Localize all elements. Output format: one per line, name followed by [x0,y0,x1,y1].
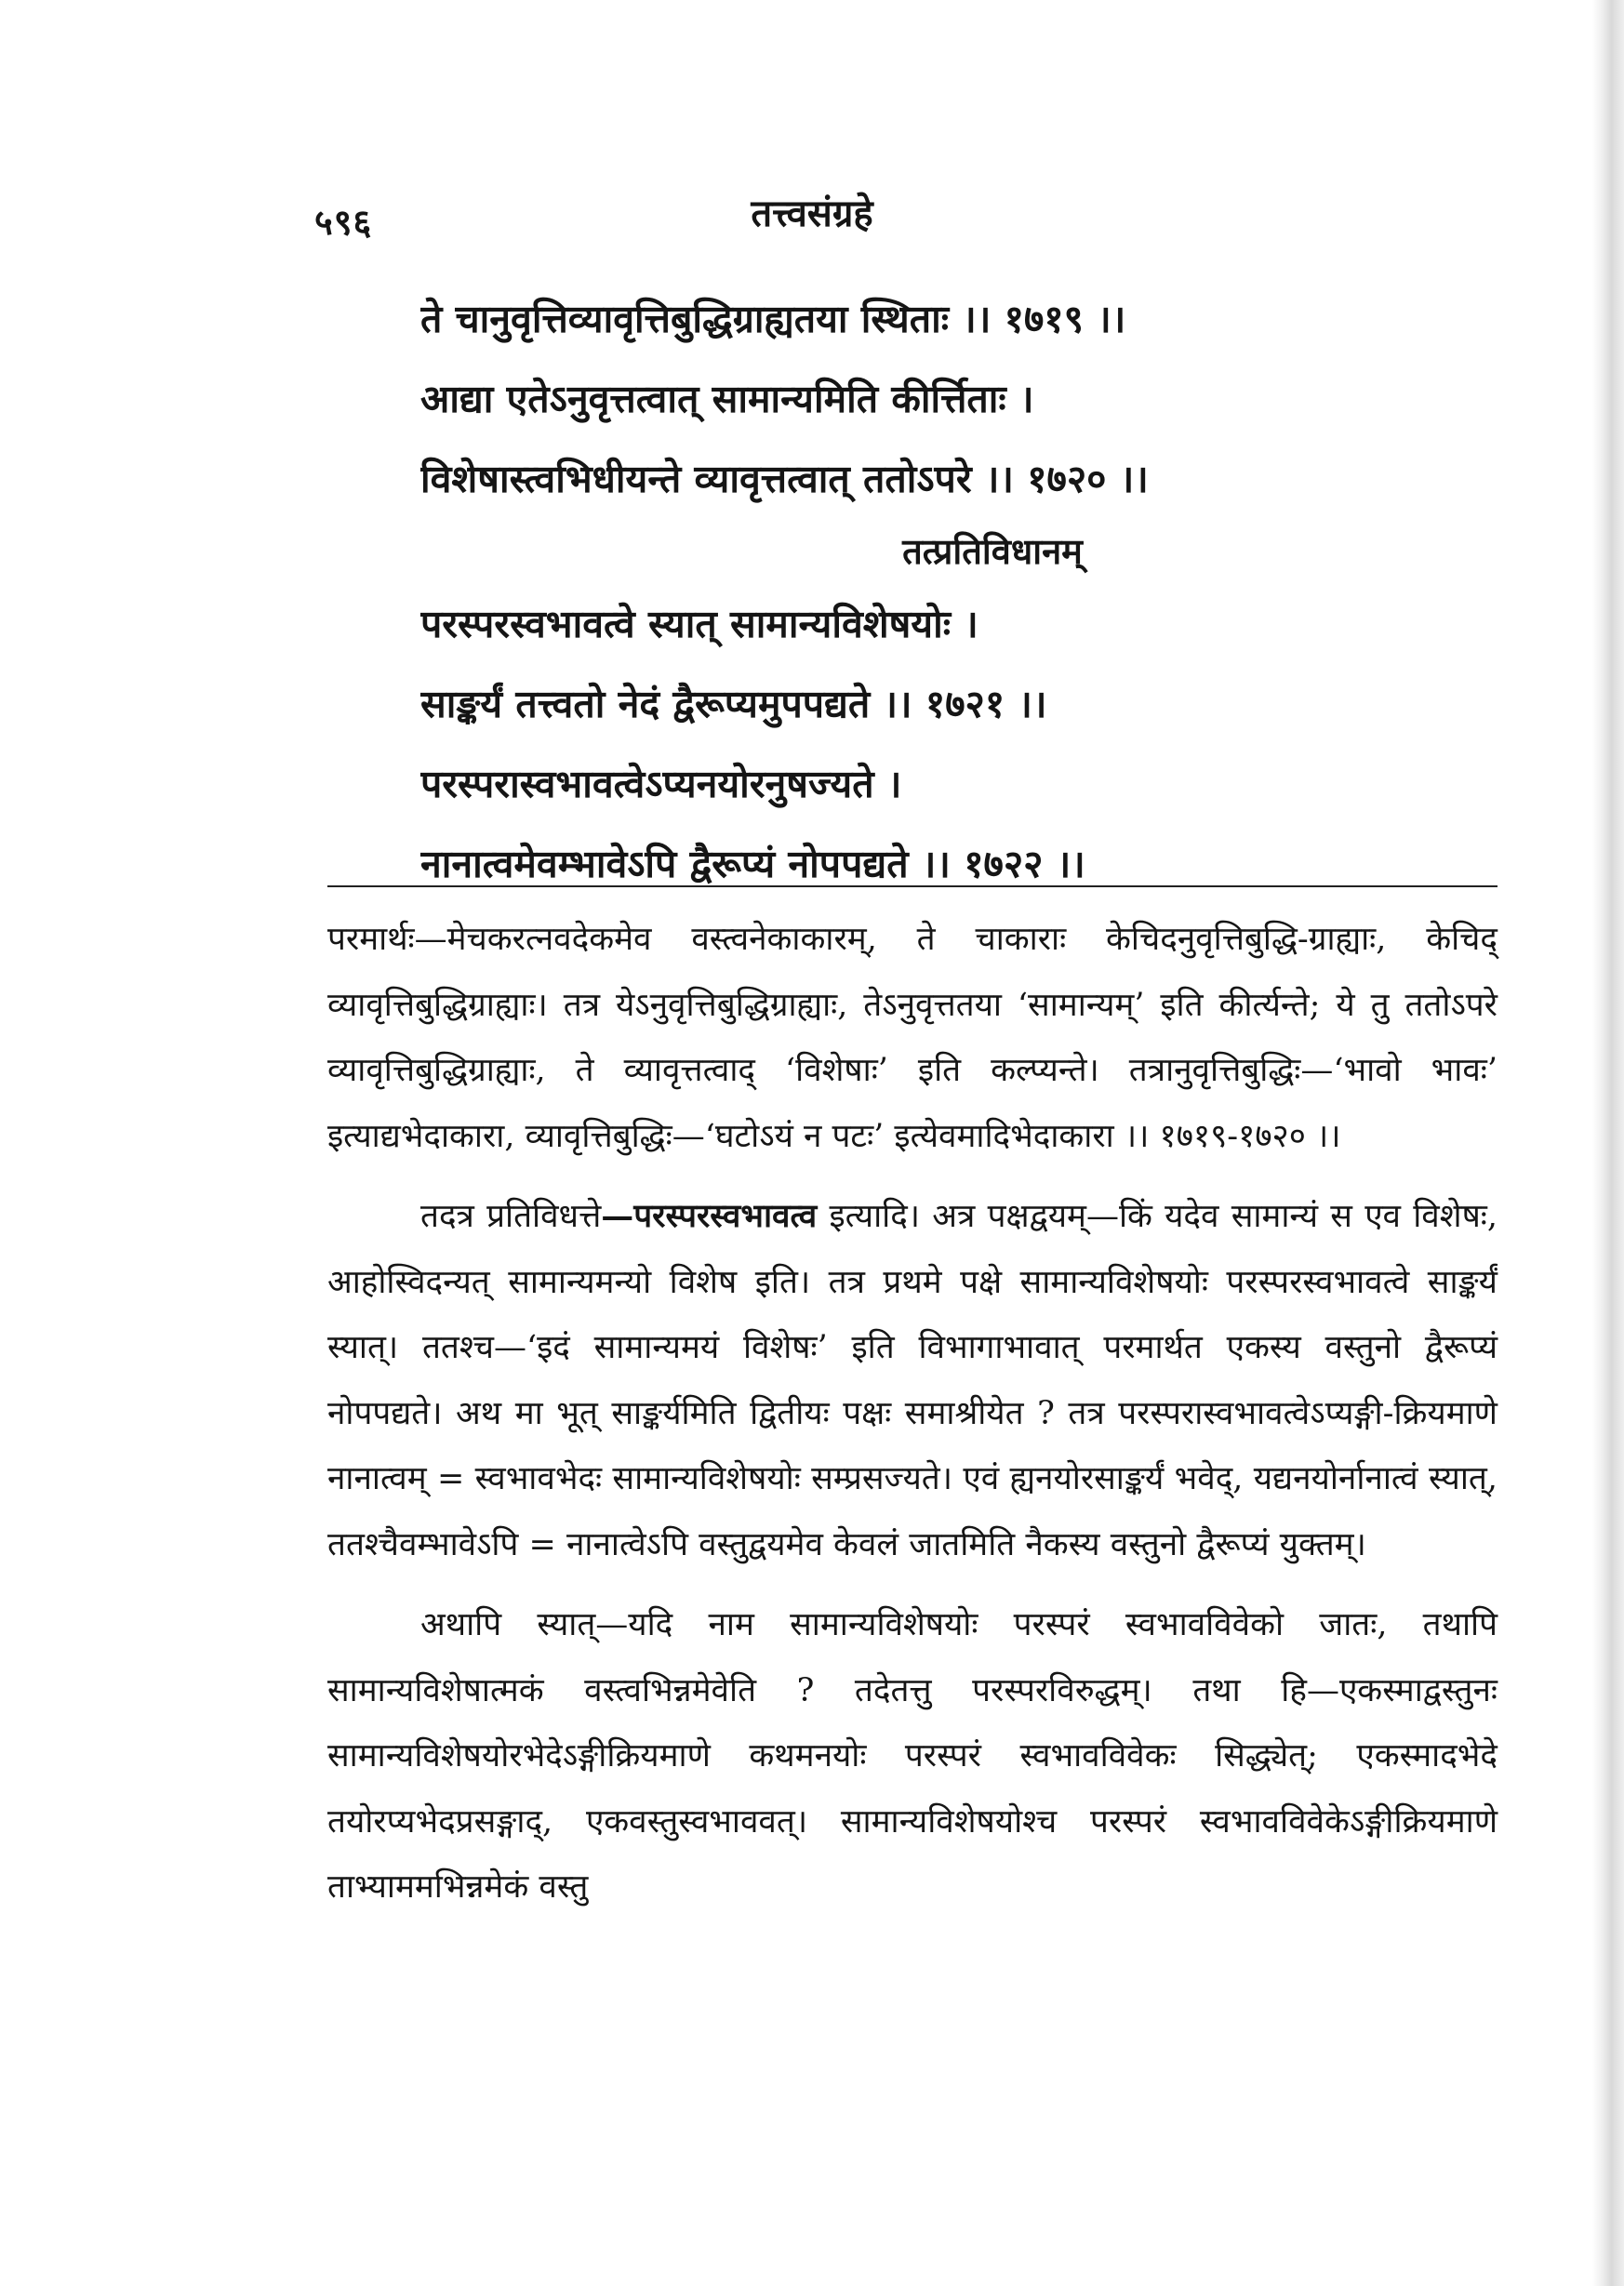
verse-line-1719b: ते चानुवृत्तिव्यावृत्तिबुद्धिग्राह्यतया स्थिताः ।। १७१९ ।। [420,297,1126,341]
commentary-paragraph-3: अथापि स्यात्—यदि नाम सामान्यविशेषयोः परस्परं स्वभावविवेको जातः, तथापि सामान्यविशेषात्मकं वस्त्वभिन्नमेवेति ? तदेतत्तु परस्परविरुद्धम्। तथा हि—एकस्माद्वस्तुनः सामान्यविशेषयोरभेदेऽङ्गीक्रियमाणे कथमनयोः परस्परं स्वभावविवेकः सिद्ध्येत्; एकस्मादभेदे तयोरप्यभेदप्रसङ्गाद्, एकवस्तुस्वभाववत्। सामान्यविशेषयोश्च परस्परं स्वभावविवेकेऽङ्गीक्रियमाणे ताभ्याममभिन्नमेकं वस्तु [327,1606,1498,1906]
verse-line-1722a: परस्परास्वभावत्वेऽप्यनयोरनुषज्यते । [420,762,902,806]
commentary-lead: तदत्र प्रतिविधत्ते [420,1198,602,1235]
commentary-body: इत्यादि। अत्र पक्षद्वयम्—किं यदेव सामान्यं स एव विशेषः, आहोस्विदन्यत् सामान्यमन्यो विशेष इति। तत्र प्रथमे पक्षे सामान्यविशेषयोः परस्परस्वभावत्वे साङ्कर्यं स्यात्। ततश्च—‘इदं सामान्यमयं विशेषः’ इति विभागाभावात् परमार्थत एकस्य वस्तुनो द्वैरूप्यं नोपपद्यते। अथ मा भूत् साङ्कर्यमिति द्वितीयः पक्षः समाश्रीयेत ? तत्र परस्परास्वभावत्वेऽप्यङ्गी-क्रियमाणे नानात्वम् = स्वभावभेदः सामान्यविशेषयोः सम्प्रसज्यते। एवं ह्यनयोरसाङ्कर्यं भवेद्, यद्यनयोर्नानात्वं स्यात्, ततश्चैवम्भावेऽपि = नानात्वेऽपि वस्तुद्वयमेव केवलं जातमिति नैकस्य वस्तुनो द्वैरूप्यं युक्तम्। [327,1198,1498,1563]
verse-line-1722b: नानात्वमेवम्भावेऽपि द्वैरूप्यं नोपपद्यते ।। १७२२ ।। [420,842,1085,886]
section-heading: तत्प्रतिविधानम् [902,530,1083,572]
verse-line-1720a: आद्या एतेऽनुवृत्तत्वात् सामान्यमिति कीर्त्तिताः । [420,377,1034,421]
verse-block [420,279,1453,904]
commentary-paragraph-2 [327,1184,1498,1577]
page-number: ५९६ [314,201,373,243]
verse-line-1721b: साङ्कर्यं तत्त्वतो नेदं द्वैरूप्यमुपपद्यते ।। १७२१ ।। [420,682,1047,726]
verse-line-1720b: विशेषास्त्वभिधीयन्ते व्यावृत्तत्वात् ततोऽपरे ।। १७२० ।। [420,457,1149,501]
commentary-pratika: —परस्परस्वभावत्व [601,1197,818,1235]
page-edge-shadow [1592,0,1624,2286]
commentary-paragraph-1: परमार्थः—मेचकरत्नवदेकमेव वस्त्वनेकाकारम्, ते चाकाराः केचिदनुवृत्तिबुद्धि-ग्राह्याः, केचिद् व्यावृत्तिबुद्धिग्राह्याः। तत्र येऽनुवृत्तिबुद्धिग्राह्याः, तेऽनुवृत्ततया ‘सामान्यम्’ इति कीर्त्यन्ते; ये तु ततोऽपरे व्यावृत्तिबुद्धिग्राह्याः, ते व्यावृत्तत्वाद् ‘विशेषाः’ इति कल्प्यन्ते। तत्रानुवृत्तिबुद्धिः—‘भावो भावः’ इत्याद्यभेदाकारा, व्यावृत्तिबुद्धिः—‘घटोऽयं न पटः’ इत्येवमादिभेदाकारा ।। १७१९-१७२० ।। [327,921,1498,1155]
verse-commentary-divider [327,885,1498,887]
running-title: तत्त्वसंग्रहे [751,192,873,235]
verse-line-1721a: परस्परस्वभावत्वे स्यात् सामान्यविशेषयोः । [420,602,978,646]
commentary-block [327,907,1498,1935]
